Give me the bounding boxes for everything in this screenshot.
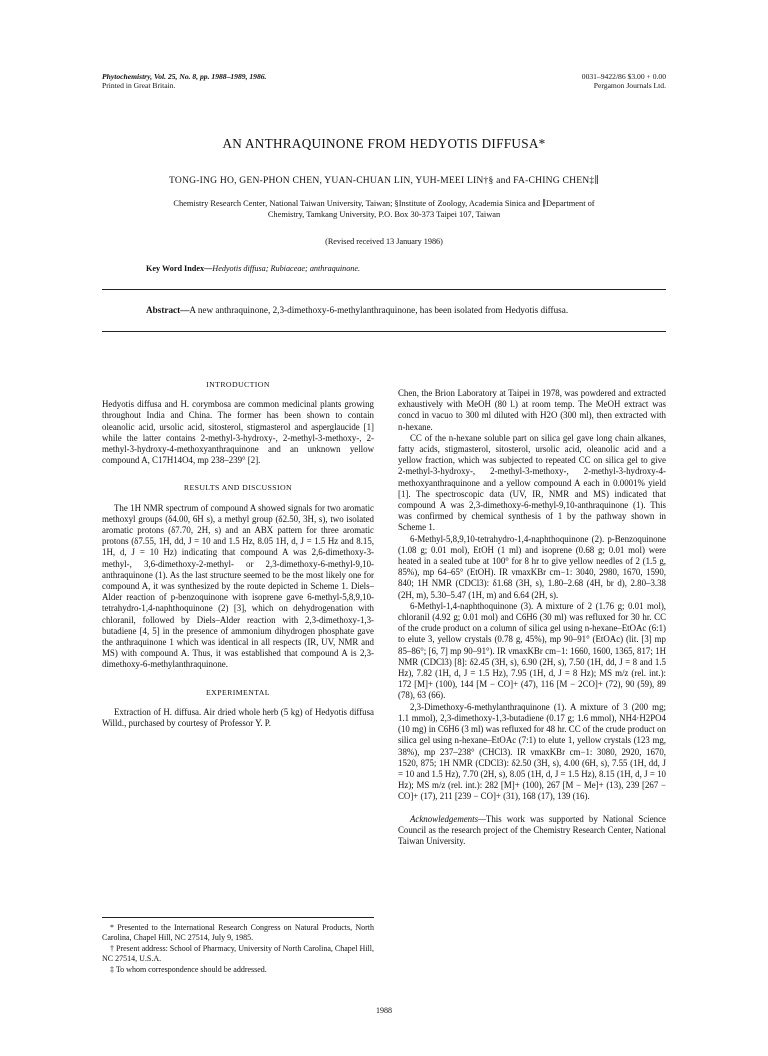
printed-line: Printed in Great Britain. (102, 81, 176, 90)
introduction-text: Hedyotis diffusa and H. corymbosa are common medicinal plants growing throughout India and China. The former has been shown to contain oleanolic acid, ursolic acid, sitosterol, stigmasterol and asperglaucide [1] while the latter contains 2-methyl-3-hydroxy-, 2-methyl-3-methoxy-, 2-methyl-3-hydroxy-4-methoxyanthraquinone and an unknown yellow compound A, C17H14O4, mp 238–239° [2]. (102, 399, 374, 466)
footnotes (102, 917, 374, 975)
journal-citation (102, 72, 402, 90)
journal-price (416, 72, 666, 90)
footnote-3: ‡ To whom correspondence should be addressed. (110, 964, 267, 974)
keyword-index (146, 264, 666, 273)
abstract (146, 305, 666, 315)
experimental-heading: EXPERIMENTAL (206, 687, 270, 697)
results-heading: RESULTS AND DISCUSSION (183, 483, 293, 493)
ack-label: Acknowledgements— (410, 813, 486, 824)
publisher-line: Pergamon Journals Ltd. (593, 81, 666, 90)
acknowledgements (398, 814, 666, 848)
abstract-label: Abstract— (146, 305, 190, 315)
extraction-continued: Chen, the Brion Laboratory at Taipei in 1978, was powdered and extracted exhaustively with MeOH (80 l.) at room temp. The MeOH extract was concd in vacuo to 300 ml diluted with H2O (300 ml), then extracted with n-hexane. (398, 388, 666, 432)
ack-text: This work was supported by National Science Council as the research project of the Chemistry Research Center, National Taiwan University. (398, 813, 666, 846)
affiliation (102, 198, 666, 220)
compound-2-paragraph: 6-Methyl-5,8,9,10-tetrahydro-1,4-naphthoquinone (2). p-Benzoquinone (1.08 g; 0.01 mol), EtOH (1 ml) and isoprene (0.68 g; 0.01 mol) were heated in a sealed tube at 100° for 8 hr to give yellow needles of 2 (1.5 g, 85%), mp 64–65° (EtOH). IR νmaxKBr cm−1: 3040, 2980, 1670, 1590, 840; 1H NMR (CDCl3): δ1.68 (3H, s), 1.80–2.68 (4H, br d), 2.80–3.38 (2H, m), 5.30–5.47 (1H, m) and 6.64 (2H, s). (398, 533, 666, 600)
right-column (398, 388, 666, 847)
chromatography-paragraph: CC of the n-hexane soluble part on silica gel gave long chain alkanes, fatty acids, stigmasterol, sitosterol, ursolic acid, oleanolic acid and a yellow fraction, which was subjected to repeated CC on silica gel to give 2-methyl-3-hydroxy-, 2-methyl-3-methoxy-, 2-methyl-3-hydroxy-4-methoxyanthraquinone and a yellow compound A each in 0.0001% yield [1]. The spectroscopic data (UV, IR, NMR and MS) indicated that compound A was 2,3-dimethoxy-6-methyl-9,10-anthraquinone (1). This was confirmed by chemical synthesis of 1 by the pathway shown in Scheme 1. (398, 432, 666, 533)
introduction-heading: INTRODUCTION (206, 380, 270, 389)
abstract-text: A new anthraquinone, 2,3-dimethoxy-6-methylanthraquinone, has been isolated from Hedyotis diffusa. (189, 305, 569, 315)
page-number: 1988 (376, 1006, 392, 1015)
footnote-rule (102, 917, 374, 918)
compound-3-paragraph: 6-Methyl-1,4-naphthoquinone (3). A mixture of 2 (1.76 g; 0.01 mol), chloranil (4.92 g; 0.01 mol) and C6H6 (30 ml) was refluxed for 30 hr. CC of the crude product on a column of silica gel using n-hexane–EtOAc (6:1) to elute 3, yellow crystals (0.78 g, 45%), mp 90–91° (EtOAc) (lit. [3] mp 85–86°; [6, 7] mp 90–91°). IR νmaxKBr cm−1: 1660, 1600, 1365, 817; 1H NMR (CDCl3) [8]: δ2.45 (3H, s), 6.90 (2H, s), 7.50 (1H, dd, J = 8 and 1.5 Hz), 7.82 (1H, d, J = 1.5 Hz), 7.95 (1H, d, J = 8 Hz); MS m/z (rel. int.): 172 [M]+ (100), 144 [M − CO]+ (47), 116 [M − 2CO]+ (72), 90 (59), 89 (78), 63 (66). (398, 600, 666, 701)
article-title: AN ANTHRAQUINONE FROM HEDYOTIS DIFFUSA* (222, 136, 546, 151)
experimental-text: Extraction of H. diffusa. Air dried whole herb (5 kg) of Hedyotis diffusa Willd., purchased by courtesy of Professor Y. P. (102, 706, 374, 729)
left-column (102, 379, 374, 729)
results-text: The 1H NMR spectrum of compound A showed signals for two aromatic methoxyl groups (δ4.00, 6H s), a methyl group (δ2.50, 3H, s), two isolated aromatic protons (δ7.70, 2H, s) and an ABX pattern for three aromatic protons (δ7.55, 1H, dd, J = 10 and 1.5 Hz, 8.05 1H, d, J = 1.5 Hz and 8.15, 1H, d, J = 10 Hz) indicating that compound A was 2,6-dimethoxy-3-methyl-, 3,6-dimethoxy-2-methyl- or 2,3-dimethoxy-6-methyl-9,10-anthraquinone (1). As the last structure seemed to be the most likely one for compound A, it was synthesized by the route depicted in Scheme 1. Diels–Alder reaction of p-benzoquinone with isoprene gave 6-methyl-5,8,9,10-tetrahydro-1,4-naphthoquinone (2) [3], which on dehydrogenation with chloranil, followed by Diels–Alder reaction with 2,3-dimethoxy-1,3-butadiene [4, 5] in the presence of ammonium dihydrogen phosphate gave the anthraquinone 1 which was identical in all respects (IR, UV, NMR and MS) with compound A. Thus, it was established that compound A is 2,3-dimethoxy-6-methylanthraquinone. (102, 502, 374, 670)
price-line: 0031–9422/86 $3.00 + 0.00 (581, 72, 666, 81)
affiliation-line-2: Chemistry, Tamkang University, P.O. Box 30-373 Taipei 107, Taiwan (267, 210, 501, 219)
compound-1-paragraph: 2,3-Dimethoxy-6-methylanthraquinone (1). A mixture of 3 (200 mg; 1.1 mmol), 2,3-dimethoxy-1,3-butadiene (0.17 g; 1.6 mmol), NH4·H2PO4 (10 mg) in C6H6 (3 ml) was refluxed for 48 hr. CC of the crude product on silica gel using n-hexane–EtOAc (7:1) to elute 1, yellow crystals (123 mg, 38%), mp 237–238° (CHCl3). IR νmaxKBr cm−1: 3080, 2920, 1670, 1520, 875; 1H NMR (CDCl3): δ2.50 (3H, s), 4.00 (6H, s), 7.55 (1H, dd, J = 10 and 1.5 Hz), 7.70 (2H, s), 8.05 (1H, d, J = 1.5 Hz), 8.15 (1H, d, J = 10 Hz); MS m/z (rel. int.): 282 [M]+ (100), 267 [M − Me]+ (13), 239 [267 − CO]+ (17), 211 [239 − CO]+ (31), 168 (17), 139 (16). (398, 701, 666, 802)
affiliation-line-1: Chemistry Research Center, National Taiwan University, Taiwan; §Institute of Zoology, Academia Sinica and ∥Department of (173, 199, 595, 208)
journal-line: Phytochemistry, Vol. 25, No. 8, pp. 1988–1989, 1986. (102, 72, 267, 81)
divider-bottom (102, 331, 666, 332)
footnote-2: † Present address: School of Pharmacy, University of North Carolina, Chapel Hill, NC 27514, U.S.A. (102, 943, 374, 964)
keyword-text: Hedyotis diffusa; Rubiaceae; anthraquinone. (212, 264, 361, 273)
revised-date: (Revised received 13 January 1986) (325, 237, 443, 246)
keyword-label: Key Word Index— (146, 264, 213, 273)
divider-top (102, 289, 666, 290)
footnote-1: * Presented to the International Research Congress on Natural Products, North Carolina, Chapel Hill, NC 27514, July 9, 1985. (102, 923, 374, 943)
author-list: TONG-ING HO, GEN-PHON CHEN, YUAN-CHUAN LIN, YUH-MEEI LIN†§ and FA-CHING CHEN‡∥ (168, 175, 600, 186)
